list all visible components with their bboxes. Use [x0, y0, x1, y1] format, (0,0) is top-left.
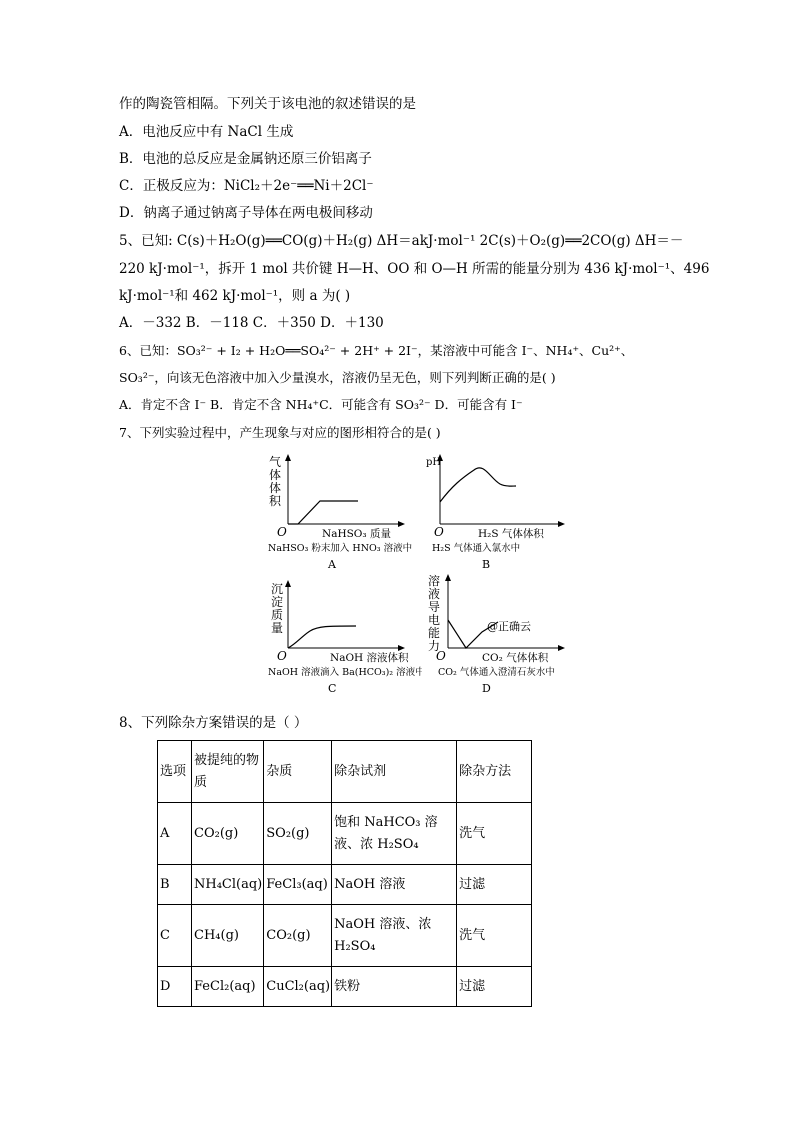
- svg-text:电: 电: [428, 613, 441, 627]
- table-cell: 铁粉: [332, 967, 457, 1007]
- option-a: A．电池反应中有 NaCl 生成: [119, 124, 294, 140]
- table-cell: 过滤: [457, 865, 532, 905]
- svg-text:沉: 沉: [271, 582, 284, 596]
- option-d: D．钠离子通过钠离子导体在两电极间移动: [119, 205, 373, 221]
- watermark: @正确云: [487, 620, 531, 633]
- xlabel: NaHSO₃ 质量: [322, 528, 391, 540]
- impurity-table: [157, 740, 532, 1007]
- svg-text:溶: 溶: [428, 574, 441, 588]
- table-cell: D: [158, 967, 192, 1007]
- header-cell: 除杂试剂: [332, 741, 457, 803]
- caption: NaHSO₃ 粉末加入 HNO₃ 溶液中: [268, 543, 412, 554]
- table-cell: FeCl₂(aq): [192, 967, 264, 1007]
- svg-text:导: 导: [428, 600, 441, 614]
- letter: A: [328, 558, 336, 571]
- caption: CO₂ 气体通入澄清石灰水中: [438, 667, 555, 678]
- question-8-stem: 8、下列除杂方案错误的是（ ）: [119, 715, 308, 731]
- table-cell: NaOH 溶液、浓 H₂SO₄: [332, 905, 457, 967]
- svg-text:积: 积: [269, 494, 282, 508]
- svg-text:质: 质: [271, 608, 284, 622]
- table-cell: CO₂(g): [264, 905, 332, 967]
- option-text-line: 作的陶瓷管相隔。下列关于该电池的叙述错误的是: [119, 96, 416, 112]
- header-cell: 被提纯的物质: [192, 741, 264, 803]
- question-7-stem: 7、下列实验过程中，产生现象与对应的图形相符合的是( ): [119, 425, 441, 440]
- svg-text:淀: 淀: [271, 595, 284, 609]
- header-cell: 除杂方法: [457, 741, 532, 803]
- table-cell: C: [158, 905, 192, 967]
- origin-label: O: [277, 649, 287, 663]
- ylabel: pH: [426, 457, 442, 468]
- table-cell: A: [158, 803, 192, 865]
- question-5-stem-3: kJ·mol⁻¹和 462 kJ·mol⁻¹，则 a 为( ): [119, 288, 351, 304]
- svg-text:体: 体: [269, 481, 282, 495]
- figure-d: [422, 572, 582, 696]
- table-row: [158, 803, 532, 865]
- table-cell: 饱和 NaHCO₃ 溶液、浓 H₂SO₄: [332, 803, 457, 865]
- table-cell: 过滤: [457, 967, 532, 1007]
- table-cell: FeCl₃(aq): [264, 865, 332, 905]
- origin-label: O: [434, 525, 444, 539]
- figure-c: [262, 578, 422, 696]
- header-cell: 选项: [158, 741, 192, 803]
- table-cell: CH₄(g): [192, 905, 264, 967]
- svg-text:量: 量: [271, 621, 284, 635]
- svg-text:液: 液: [428, 587, 441, 601]
- option-b: B．电池的总反应是金属钠还原三价铝离子: [119, 151, 372, 167]
- svg-text:体: 体: [269, 468, 282, 482]
- svg-text:力: 力: [428, 639, 441, 653]
- table-cell: SO₂(g): [264, 803, 332, 865]
- question-6-stem: 6、已知：SO₃²⁻ + I₂ + H₂O══SO₄²⁻ + 2H⁺ + 2I⁻，某溶液中可能含 I⁻、NH₄⁺、Cu²⁺、: [119, 343, 634, 358]
- table-cell: NH₄Cl(aq): [192, 865, 264, 905]
- letter: C: [328, 682, 337, 695]
- table-row: [158, 905, 532, 967]
- xlabel: CO₂ 气体体积: [482, 652, 549, 664]
- caption: H₂S 气体通入氯水中: [432, 543, 521, 554]
- figure-a: [262, 452, 412, 572]
- xlabel: H₂S 气体体积: [478, 528, 544, 540]
- origin-label: O: [436, 649, 446, 663]
- table-cell: CO₂(g): [192, 803, 264, 865]
- svg-text:气: 气: [269, 455, 282, 469]
- table-cell: NaOH 溶液: [332, 865, 457, 905]
- letter: D: [482, 682, 491, 695]
- header-cell: 杂质: [264, 741, 332, 803]
- table-cell: B: [158, 865, 192, 905]
- svg-text:能: 能: [428, 626, 441, 640]
- table-row: [158, 967, 532, 1007]
- origin-label: O: [277, 525, 287, 539]
- figure-b: [422, 452, 572, 572]
- question-5-stem: 5、已知: C(s)＋H₂O(g)══CO(g)＋H₂(g) ΔH＝akJ·mol⁻¹ 2C(s)＋O₂(g)══2CO(g) ΔH＝－: [119, 233, 684, 249]
- option-c: C．正极反应为：NiCl₂＋2e⁻══Ni＋2Cl⁻: [119, 178, 374, 194]
- question-5-stem-2: 220 kJ·mol⁻¹，拆开 1 mol 共价键 H—H、OO 和 O—H 所需的能量分别为 436 kJ·mol⁻¹、496: [119, 261, 710, 277]
- table-row: [158, 865, 532, 905]
- xlabel: NaOH 溶液体积: [330, 652, 409, 664]
- question-6-options: A．肯定不含 I⁻ B．肯定不含 NH₄⁺C．可能含有 SO₃²⁻ D．可能含有 I⁻: [119, 397, 523, 412]
- question-5-options: A．－332 B．－118 C．＋350 D．＋130: [119, 315, 384, 331]
- caption: NaOH 溶液滴入 Ba(HCO₃)₂ 溶液中: [268, 667, 422, 678]
- letter: B: [482, 558, 491, 571]
- table-header-row: [158, 741, 532, 803]
- table-cell: 洗气: [457, 905, 532, 967]
- question-6-stem-2: SO₃²⁻，向该无色溶液中加入少量溴水，溶液仍呈无色，则下列判断正确的是( ): [119, 370, 556, 385]
- table-cell: 洗气: [457, 803, 532, 865]
- table-cell: CuCl₂(aq): [264, 967, 332, 1007]
